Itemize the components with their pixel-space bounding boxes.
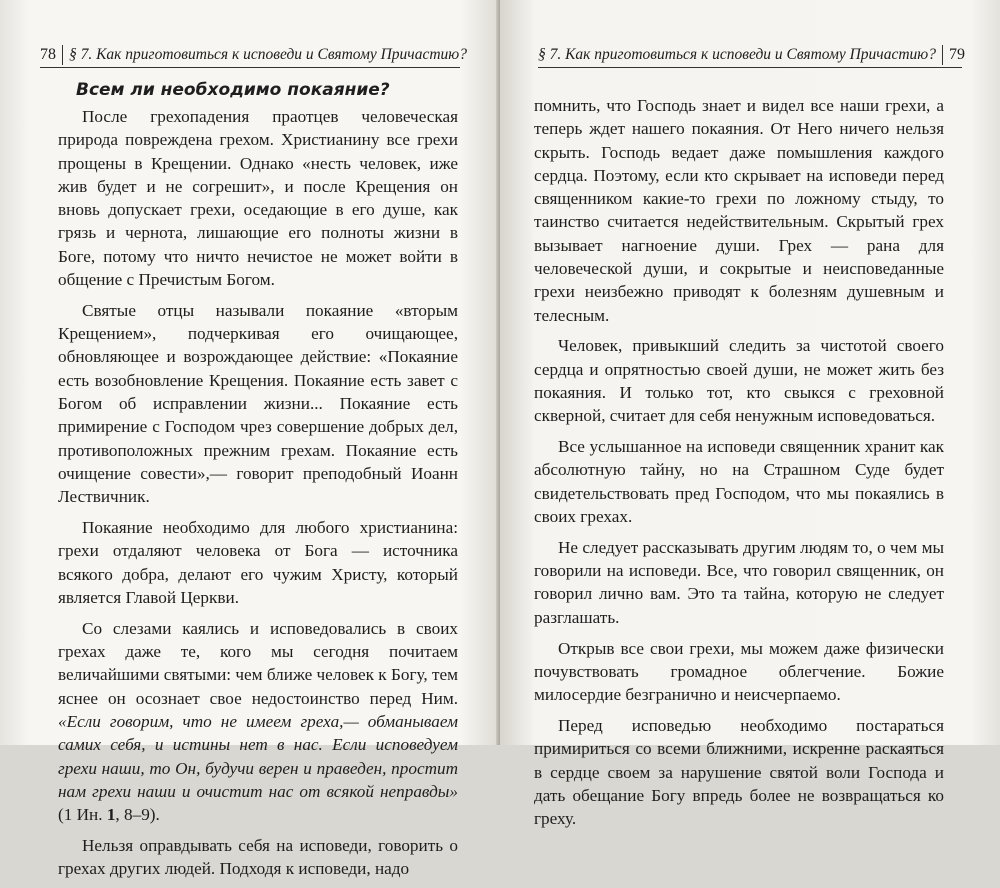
paragraph: Святые отцы называли покаяние «вторым Крещением», подчеркивая его очищающее, обновляющее и возрождающее действие: «Покаяние есть возобновление Крещения. Покаяние есть завет с Богом об исправлении жизни... Покаяние есть примирение с Господом чрез совершение добрых дел, противоположных прежним грехам. Покаяние есть очищение совести»,— говорит преподобный Иоанн Лествичник. xyxy=(58,300,458,507)
header-divider xyxy=(942,45,943,65)
section-heading: Всем ли необходимо покаяние? xyxy=(76,80,390,100)
header-rule xyxy=(40,67,460,68)
header-divider xyxy=(62,45,63,65)
paragraph-text: Со слезами каялись и исповедовались в своих грехах даже те, кого мы сегодня почитаем величайшими святыми: чем ближе человек к Богу, тем яснее он осознает свое недостоинство перед Ним. xyxy=(58,618,458,708)
right-page xyxy=(500,0,1000,829)
header-rule xyxy=(538,67,962,68)
left-page-number: 78 xyxy=(40,46,56,63)
paragraph: помнить, что Господь знает и видел все наши грехи, а теперь ждет нашего покаяния. От Него ничего нельзя скрыть. Господь ведает даже помышления каждого сердца. Поэтому, если кто скрывает на исповеди перед священником какие-то грехи по ложному стыду, то таинство считается недействительным. Скрытый грех вызывает нагноение души. Грех — рана для человеческой души, и сокрытые и неисповеданные грехи неизбежно приводят к болезням душевным и телесным. xyxy=(534,96,944,325)
left-running-head-title: § 7. Как приготовиться к исповеди и Святому Причастию? xyxy=(69,46,467,63)
scripture-reference-book: (1 Ин. xyxy=(58,805,107,825)
paragraph: Не следует рассказывать другим людям то, о чем мы говорили на исповеди. Все, что говорил священник, он говорил лично вам. Это та тайна, которую не следует разглашать. xyxy=(534,537,944,627)
paragraph: Открыв все свои грехи, мы можем даже физически почувствовать громадное облегчение. Божие милосердие безгранично и неисчерпаемо. xyxy=(534,638,944,705)
paragraph: Нельзя оправдывать себя на исповеди, говорить о грехах других людей. Подходя к исповеди, надо xyxy=(58,835,458,879)
right-running-head-title: § 7. Как приготовиться к исповеди и Святому Причастию? xyxy=(538,46,936,63)
scripture-reference-verses: , 8–9). xyxy=(115,805,160,825)
scripture-quote: «Если говорим, что не имеем греха,— обманываем самих себя, и истины нет в нас. Если исповедуем грехи наши, то Он, будучи верен и праведен, простит нам грехи наши и очистит нас от всякой неправды» xyxy=(58,711,458,801)
paragraph: Человек, привыкший следить за чистотой своего сердца и опрятностью своей души, не может жить без покаяния. И только тот, кто свыкся с греховной скверной, считает для себя ненужным исповедоваться. xyxy=(534,336,944,426)
paragraph: Покаяние необходимо для любого христианина: грехи отдаляют человека от Бога — источника всякого добра, делают его чужим Христу, который является Главой Церкви. xyxy=(58,518,458,607)
right-page-number: 79 xyxy=(948,46,965,63)
left-running-header xyxy=(40,42,467,68)
left-page xyxy=(0,0,500,879)
paragraph: Все услышанное на исповеди священник хранит как абсолютную тайну, но на Страшном Суде будет свидетельствовать пред Господом, что мы покаялись в своих грехах. xyxy=(534,437,944,527)
right-page-text xyxy=(534,94,944,838)
left-page-text xyxy=(58,78,458,888)
right-running-header xyxy=(538,42,965,68)
scripture-reference-chapter: 1 xyxy=(106,805,116,825)
paragraph: Перед исповедью необходимо постараться примириться со всеми ближними, искренне раскаяться в сердце своем за нарушение святой воли Господа и дать обещание Богу впредь более не возвращаться ко греху. xyxy=(534,715,944,829)
paragraph xyxy=(58,617,458,827)
paragraph: После грехопадения праотцев человеческая природа повреждена грехом. Христианину все грехи прощены в Крещении. Однако «несть человек, иже жив будет и не согрешит», и после Крещения он вновь допускает грехи, оседающие в его душе, как грязь и чернота, лишающие его полноты жизни в Боге, потому что ничто нечистое не может войти в общение с Пречистым Богом. xyxy=(58,107,458,290)
